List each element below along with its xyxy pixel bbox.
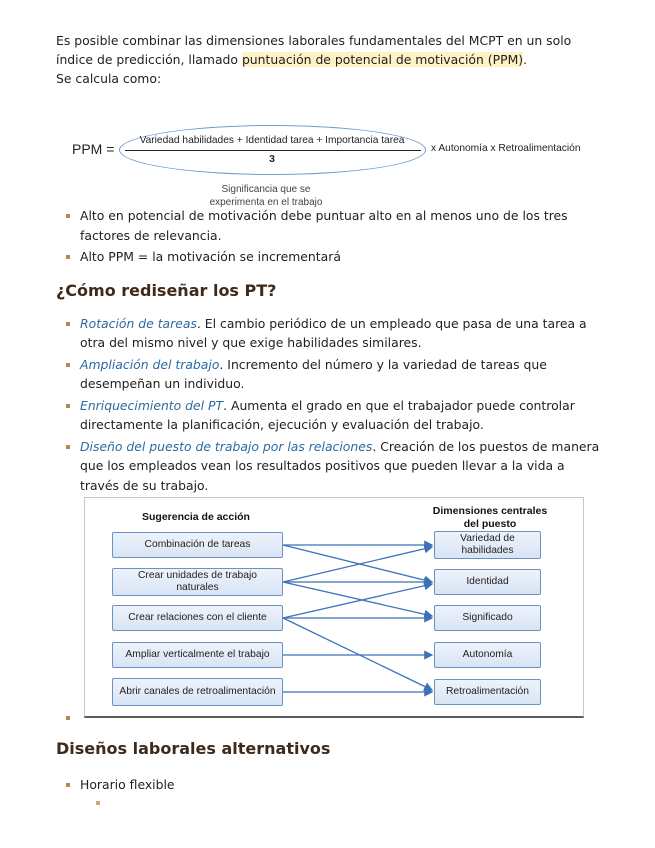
alternatives-list	[56, 775, 604, 795]
list-item	[56, 396, 604, 435]
list-item	[56, 247, 604, 267]
list-item-text: . El cambio periódico de un empleado que pasa de una tarea a otra del mismo nivel y que exige habilidades similares.	[80, 315, 587, 350]
list-item	[56, 775, 604, 795]
term-link[interactable]: Diseño del puesto de trabajo por las relaciones	[80, 438, 373, 454]
sub-bullet-icon	[96, 801, 100, 805]
bullet-icon	[66, 214, 70, 218]
dimension-box: Autonomía	[434, 642, 541, 668]
list-item	[56, 314, 604, 353]
action-box: Abrir canales de retroalimentación	[112, 678, 283, 706]
dimension-box: Variedad de habilidades	[434, 531, 541, 559]
intro-line-3: Se calcula como:	[56, 71, 162, 86]
term-link[interactable]: Enriquecimiento del PT	[80, 397, 224, 413]
left-column-header: Sugerencia de acción	[142, 511, 250, 523]
formula-rest: x Autonomía x Retroalimentación	[431, 143, 581, 154]
redesign-list	[56, 314, 604, 496]
dimension-box: Identidad	[434, 569, 541, 595]
job-redesign-diagram	[84, 497, 584, 718]
connector-arrows	[85, 498, 583, 716]
intro-paragraph	[56, 31, 604, 88]
dimension-box: Retroalimentación	[434, 679, 541, 705]
formula-numerator: Variedad habilidades + Identidad tarea + Importancia tarea	[139, 135, 405, 146]
action-box: Crear relaciones con el cliente	[112, 605, 283, 631]
intro-line-1: Es posible combinar las dimensiones laborales fundamentales del MCPT en un solo	[56, 33, 572, 48]
arrow-unidades-significado	[283, 582, 432, 616]
bullet-icon	[66, 363, 70, 367]
arrow-relaciones-retro	[283, 618, 432, 690]
list-item	[56, 355, 604, 394]
action-box: Combinación de tareas	[112, 532, 283, 558]
empty-sublist-item	[56, 795, 604, 813]
ppm-formula	[56, 88, 604, 208]
arrow-relaciones-identidad	[283, 584, 432, 618]
action-box: Crear unidades de trabajo naturales	[112, 568, 283, 596]
bullet-icon	[66, 783, 70, 787]
dimension-box: Significado	[434, 605, 541, 631]
fraction-bar	[125, 150, 421, 151]
document-content	[56, 31, 604, 813]
ppm-highlight: puntuación de potencial de motivación (PPM)	[241, 52, 524, 67]
heading-redesign: ¿Cómo rediseñar los PT?	[56, 280, 277, 300]
bullet-icon	[66, 445, 70, 449]
list-item-text: . Creación de los puestos de manera que los empleados vean los resultados positivos que pueden llevar a la vida a través de su trabajo.	[80, 438, 600, 493]
bullet-icon	[66, 404, 70, 408]
list-item-text: Alto en potencial de motivación debe puntuar alto en al menos uno de los tres factores de relevancia.	[80, 208, 568, 243]
bullet-icon	[66, 322, 70, 326]
list-item-text: . Aumenta el grado en que el trabajador puede controlar directamente la planificación, ejecución y evaluación del trabajo.	[80, 397, 575, 432]
list-item-text: Horario flexible	[80, 777, 175, 792]
list-item	[56, 206, 604, 245]
list-item	[56, 437, 604, 496]
action-box: Ampliar verticalmente el trabajo	[112, 642, 283, 668]
formula-note: Significancia que se experimenta en el trabajo	[209, 184, 323, 208]
term-link[interactable]: Rotación de tareas	[80, 315, 197, 331]
bullet-icon	[66, 716, 70, 720]
bullet-icon	[66, 255, 70, 259]
formula-denominator: 3	[269, 153, 275, 165]
right-column-header: Dimensiones centrales del puesto	[432, 505, 548, 530]
intro-line-2-suffix: .	[523, 52, 528, 67]
term-link[interactable]: Ampliación del trabajo	[80, 356, 220, 372]
list-item-text: . Incremento del número y la variedad de tareas que desempeñan un individuo.	[80, 356, 547, 391]
intro-line-2-prefix: índice de predicción, llamado	[56, 52, 242, 67]
heading-alternatives: Diseños laborales alternativos	[56, 739, 331, 758]
diagram-list-item	[56, 497, 604, 723]
formula-lhs: PPM =	[72, 141, 115, 157]
list-item-text: Alto PPM = la motivación se incrementará	[80, 249, 341, 264]
ppm-bullets	[56, 206, 604, 267]
